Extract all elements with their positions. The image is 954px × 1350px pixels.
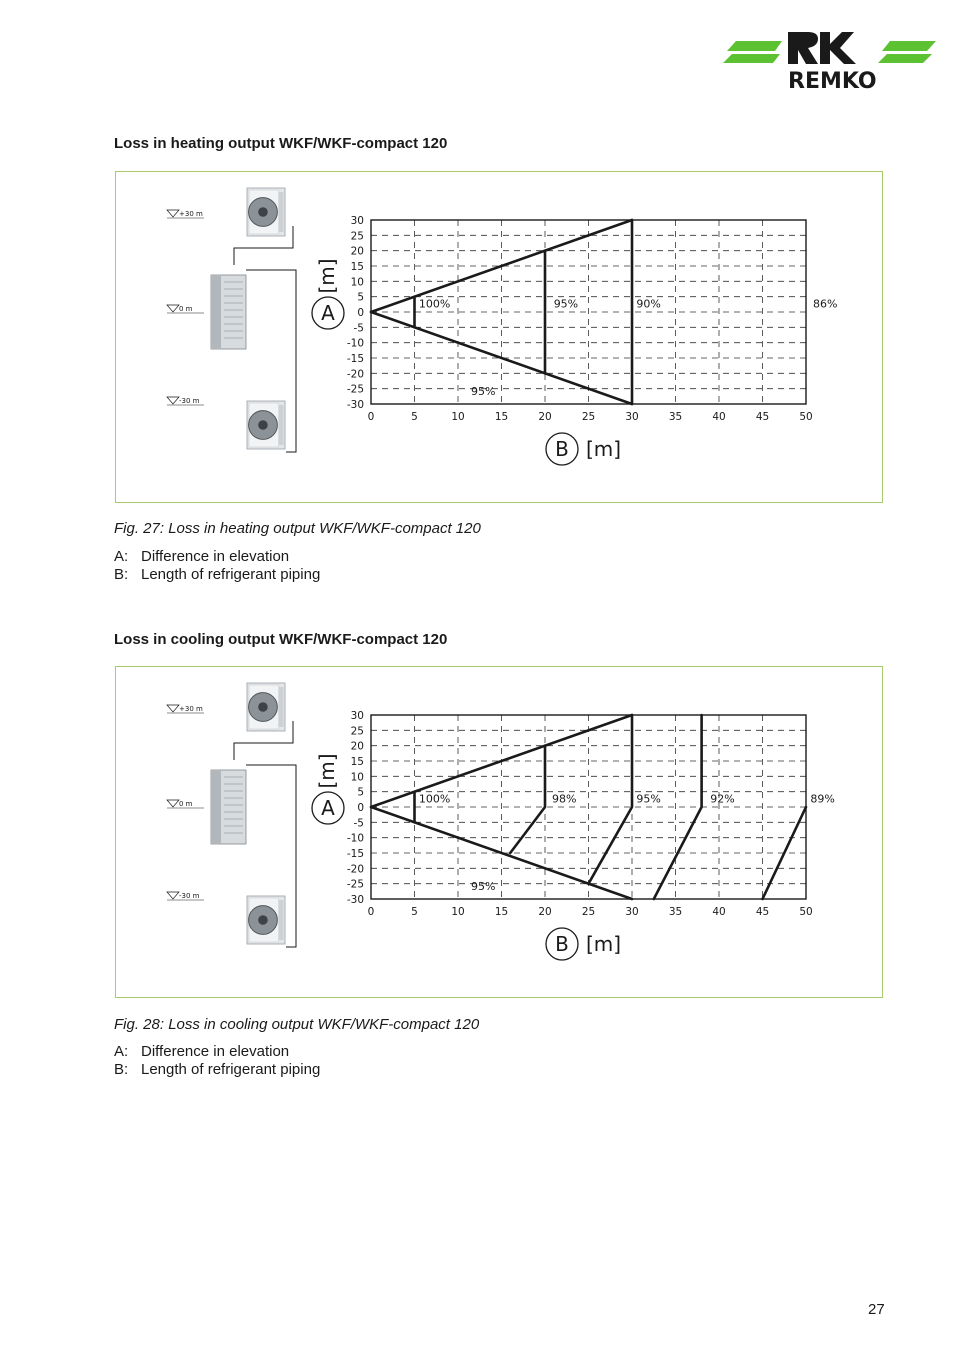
y-tick-label: -30 <box>346 894 364 906</box>
y-tick-label: 5 <box>357 291 364 304</box>
level-triangle-icon <box>167 210 179 217</box>
level-label: -30 m <box>179 397 200 405</box>
zone-label: 95% <box>553 297 579 311</box>
x-axis-unit: [m] <box>586 437 622 461</box>
level-markers <box>167 705 204 900</box>
y-tick-label: -25 <box>346 383 364 396</box>
x-tick-label: 0 <box>367 906 375 918</box>
y-tick-label: 20 <box>350 740 364 753</box>
x-tick-label: 15 <box>494 906 509 918</box>
y-tick-label: 10 <box>350 276 364 289</box>
legend-item-a <box>114 548 320 566</box>
zone-label: 86% <box>812 297 838 311</box>
y-tick-label: -10 <box>346 832 364 845</box>
legend-text: Length of refrigerant piping <box>141 1060 321 1078</box>
outdoor-unit-side <box>279 405 284 445</box>
x-tick-label: 0 <box>367 411 375 423</box>
y-tick-label: -25 <box>346 878 364 891</box>
indoor-unit-side <box>211 770 221 844</box>
figure-caption-cooling: Fig. 28: Loss in cooling output WKF/WKF-compact 120 <box>114 1016 480 1033</box>
zone-label: 95% <box>471 879 496 893</box>
x-tick-label: 10 <box>451 906 465 918</box>
x-axis-unit: [m] <box>586 932 622 956</box>
x-axis-letter: B <box>555 437 569 461</box>
y-tick-label: -30 <box>346 399 364 411</box>
boundary-line <box>510 746 545 853</box>
zone-label: 90% <box>636 297 661 311</box>
page-number: 27 <box>868 1301 885 1318</box>
zone-label: 95% <box>636 792 661 806</box>
figure-frame-heating <box>115 171 883 503</box>
heating-loss-chart <box>312 215 837 465</box>
y-tick-label: 0 <box>357 802 364 814</box>
x-tick-label: 40 <box>712 906 726 918</box>
section-heading-heating: Loss in heating output WKF/WKF-compact 120 <box>114 135 448 152</box>
installation-schematic <box>211 683 296 947</box>
level-label: -30 m <box>179 892 200 900</box>
figure-frame-cooling <box>115 666 883 998</box>
zone-label: 89% <box>810 792 835 806</box>
y-tick-label: -20 <box>346 863 364 876</box>
outdoor-unit-side <box>279 687 284 727</box>
x-tick-label: 45 <box>755 411 770 423</box>
x-tick-label: 20 <box>538 906 552 918</box>
y-tick-label: 15 <box>350 756 364 768</box>
section-heading-cooling: Loss in cooling output WKF/WKF-compact 120 <box>114 631 448 648</box>
legend-key: B: <box>114 565 129 583</box>
brand-name: REMKO <box>788 69 877 94</box>
y-axis-unit: [m] <box>315 258 339 294</box>
zone-label: 98% <box>551 792 577 806</box>
zone-label: 92% <box>710 792 735 806</box>
x-tick-label: 5 <box>411 906 418 918</box>
x-tick-label: 25 <box>581 411 596 423</box>
x-tick-label: 40 <box>712 411 726 423</box>
zone-label: 100% <box>418 297 451 311</box>
remko-logo <box>722 28 938 94</box>
y-tick-label: 25 <box>350 230 364 243</box>
outdoor-unit-side <box>279 192 284 232</box>
cooling-figure <box>116 667 884 999</box>
x-tick-label: 20 <box>538 411 552 423</box>
level-triangle-icon <box>167 800 179 807</box>
legend-key: A: <box>114 548 129 565</box>
x-tick-label: 30 <box>625 906 639 918</box>
y-axis-letter: A <box>321 301 335 325</box>
legend-item-a <box>114 1043 320 1061</box>
y-tick-label: -15 <box>346 848 364 860</box>
fan-hub-icon <box>258 420 268 430</box>
figure-legend-cooling <box>114 1043 320 1078</box>
y-tick-label: -15 <box>346 353 364 365</box>
level-triangle-icon <box>167 705 179 712</box>
y-tick-label: 0 <box>357 307 364 319</box>
level-triangle-icon <box>167 397 179 404</box>
level-label: +30 m <box>179 210 203 218</box>
x-tick-label: 10 <box>451 411 465 423</box>
cooling-loss-chart <box>312 710 835 960</box>
level-label: +30 m <box>179 705 203 713</box>
y-tick-label: 5 <box>357 786 364 799</box>
fan-hub-icon <box>258 702 268 712</box>
legend-text: Difference in elevation <box>141 1043 290 1060</box>
x-tick-label: 50 <box>799 411 813 423</box>
y-tick-label: 15 <box>350 261 364 273</box>
x-tick-label: 50 <box>799 906 813 918</box>
level-label: 0 m <box>179 800 193 808</box>
x-tick-label: 35 <box>668 411 683 423</box>
y-tick-label: 10 <box>350 771 364 784</box>
indoor-unit-side <box>211 275 221 349</box>
legend-item-b <box>114 1061 320 1079</box>
legend-key: A: <box>114 1043 129 1060</box>
figure-legend-heating <box>114 548 320 583</box>
zone-label: 95% <box>471 384 496 398</box>
heating-figure <box>116 172 884 504</box>
y-tick-label: -10 <box>346 337 364 350</box>
level-triangle-icon <box>167 892 179 899</box>
y-axis-unit: [m] <box>315 753 339 789</box>
x-tick-label: 35 <box>668 906 683 918</box>
fan-hub-icon <box>258 915 268 925</box>
y-tick-label: 30 <box>350 215 364 227</box>
figure-caption-heating: Fig. 27: Loss in heating output WKF/WKF-compact 120 <box>114 520 481 537</box>
y-tick-label: 20 <box>350 245 364 258</box>
outdoor-unit-side <box>279 900 284 940</box>
y-tick-label: -20 <box>346 368 364 381</box>
x-tick-label: 15 <box>494 411 509 423</box>
boundary-line <box>589 715 633 884</box>
y-axis-letter: A <box>321 796 335 820</box>
fan-hub-icon <box>258 207 268 217</box>
x-tick-label: 5 <box>411 411 418 423</box>
y-tick-label: 30 <box>350 710 364 722</box>
legend-item-b <box>114 566 320 584</box>
legend-text: Difference in elevation <box>141 548 290 565</box>
x-tick-label: 45 <box>755 906 770 918</box>
legend-key: B: <box>114 1060 129 1078</box>
level-triangle-icon <box>167 305 179 312</box>
y-tick-label: 25 <box>350 725 364 738</box>
installation-schematic <box>211 188 296 452</box>
x-axis-letter: B <box>555 932 569 956</box>
x-tick-label: 30 <box>625 411 639 423</box>
x-tick-label: 25 <box>581 906 596 918</box>
y-tick-label: -5 <box>353 322 364 335</box>
legend-text: Length of refrigerant piping <box>141 565 321 583</box>
y-tick-label: -5 <box>353 817 364 830</box>
zone-label: 100% <box>418 792 451 806</box>
level-markers <box>167 210 204 405</box>
level-label: 0 m <box>179 305 193 313</box>
